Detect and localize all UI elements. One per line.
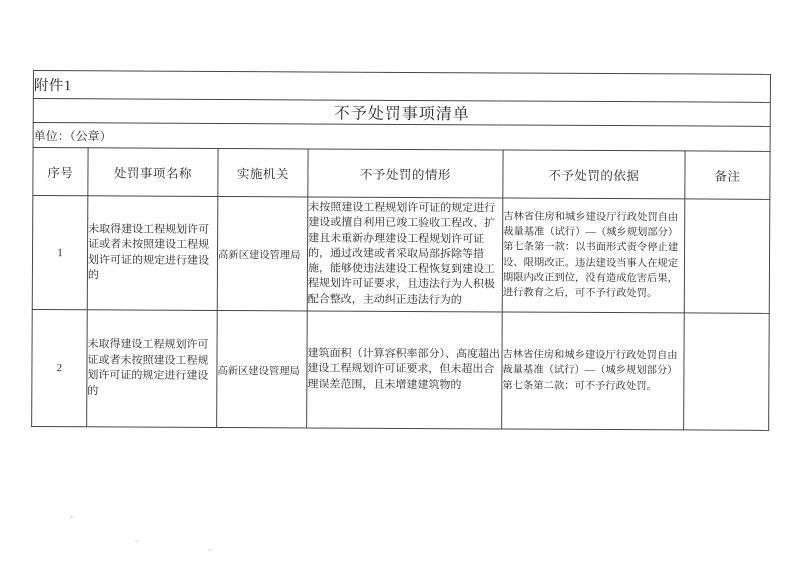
scan-artifact [70,516,73,518]
cell-item-name: 未取得建设工程规划许可证或者未按照建设工程规划许可证的规定进行建设的 [87,196,218,311]
col-header-circumstance: 不予处罚的情形 [308,149,503,198]
col-header-seq: 序号 [33,148,88,196]
table-header-row [33,148,770,200]
document-sheet [31,70,770,431]
cell-seq: 1 [32,196,88,310]
cell-agency: 高新区建设管理局 [217,196,308,310]
cell-remark [684,313,770,430]
cell-agency: 高新区建设管理局 [217,310,308,427]
cell-basis: 吉林省住房和城乡建设厅行政处罚自由裁量基准（试行）—（城乡规划部分）第七条第二款：可不予行政处罚。 [502,312,685,430]
document-title: 不予处罚事项清单 [33,99,770,127]
penalty-exemption-table [31,70,771,431]
scan-artifact [135,540,139,542]
cell-seq: 2 [32,309,88,426]
cell-circumstance: 建筑面积（计算容积率部分）、高度超出建设工程规划许可证要求，但未超出合理误差范围，且未增建建筑物的 [307,311,503,429]
col-header-item-name: 处罚事项名称 [88,148,218,197]
table-row [32,309,770,430]
col-header-agency: 实施机关 [218,148,308,196]
attachment-label: 附件1 [33,71,770,103]
cell-item-name: 未取得建设工程规划许可证或者未按照建设工程规划许可证的规定进行建设的 [87,310,218,428]
attachment-row [33,71,770,103]
col-header-remark: 备注 [685,151,770,199]
unit-row [33,123,770,152]
table-row [32,196,770,314]
cell-remark [684,199,770,313]
col-header-basis: 不予处罚的依据 [503,150,685,199]
cell-basis: 吉林省住房和城乡建设厅行政处罚自由裁量基准（试行）—（城乡规划部分）第七条第一款：以书面形式责令停止建设、限期改正。违法建设当事人在规定期限内改正到位，没有造成危害后果，进行教育之后，可不予行政处罚。 [502,198,685,313]
scan-artifact [208,549,211,551]
cell-circumstance: 未按照建设工程规划许可证的规定进行建设或擅自利用已竣工验收工程改、扩建且未重新办理建设工程规划许可证的，通过改建或者采取局部拆除等措施，能够使违法建设工程恢复到建设工程规划许可证要求，且违法行为人积极配合整改，主动纠正违法行为的 [307,197,503,312]
unit-label: 单位：（公章） [33,123,770,152]
